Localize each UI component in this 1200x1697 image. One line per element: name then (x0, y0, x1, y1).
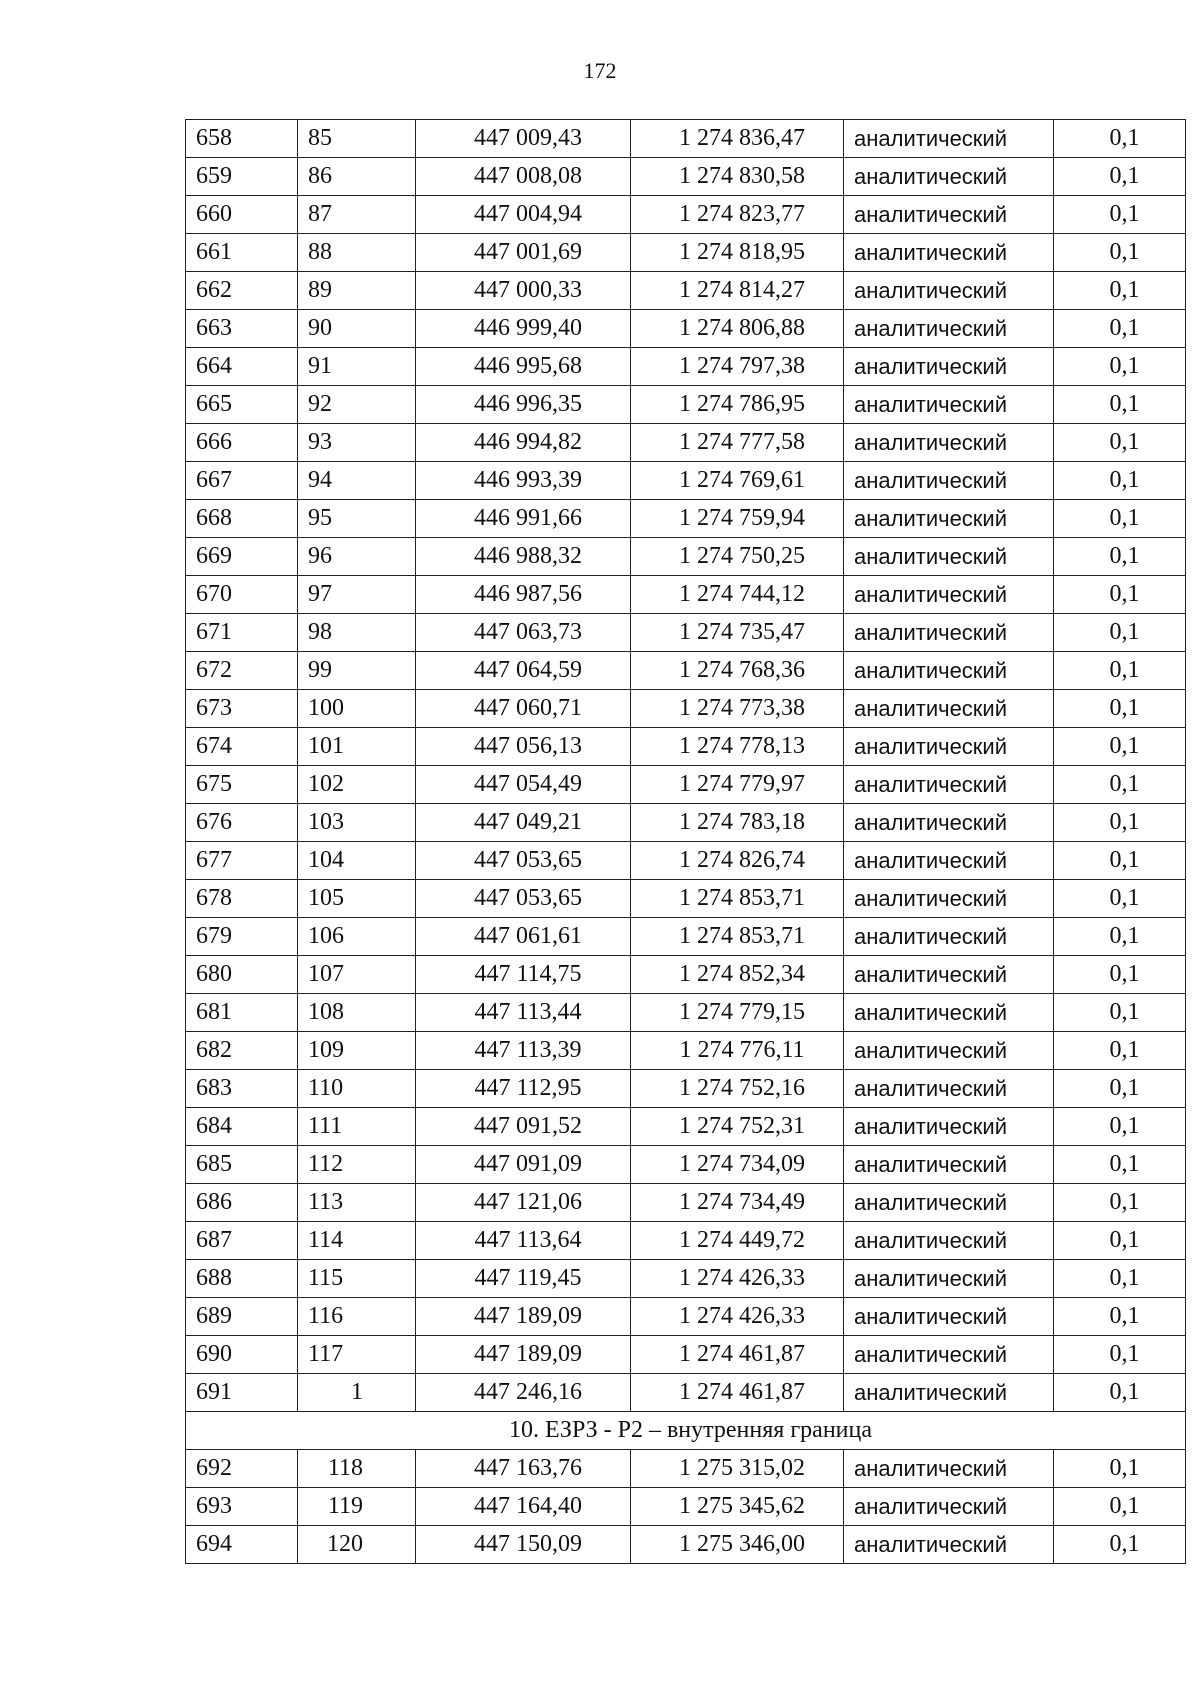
x-coordinate-cell: 447 053,65 (416, 842, 631, 880)
method-cell: аналитический (844, 842, 1054, 880)
table-row (186, 690, 1186, 728)
x-coordinate-cell: 447 113,64 (416, 1222, 631, 1260)
table-row (186, 1450, 1186, 1488)
table-row (186, 310, 1186, 348)
y-coordinate-cell: 1 274 734,49 (631, 1184, 844, 1222)
table-row (186, 348, 1186, 386)
accuracy-cell: 0,1 (1054, 386, 1186, 424)
table-row (186, 728, 1186, 766)
y-coordinate-cell: 1 274 750,25 (631, 538, 844, 576)
table-row (186, 1070, 1186, 1108)
table-row (186, 1184, 1186, 1222)
method-cell: аналитический (844, 158, 1054, 196)
row-number-cell: 692 (186, 1450, 298, 1488)
accuracy-cell: 0,1 (1054, 1488, 1186, 1526)
table-row (186, 1108, 1186, 1146)
x-coordinate-cell: 447 064,59 (416, 652, 631, 690)
method-cell: аналитический (844, 1146, 1054, 1184)
x-coordinate-cell: 446 991,66 (416, 500, 631, 538)
row-number-cell: 660 (186, 196, 298, 234)
point-number-cell: 98 (298, 614, 416, 652)
method-cell: аналитический (844, 766, 1054, 804)
method-cell: аналитический (844, 272, 1054, 310)
row-number-cell: 678 (186, 880, 298, 918)
y-coordinate-cell: 1 274 786,95 (631, 386, 844, 424)
method-cell: аналитический (844, 1450, 1054, 1488)
x-coordinate-cell: 446 993,39 (416, 462, 631, 500)
table-row (186, 918, 1186, 956)
point-number-cell: 108 (298, 994, 416, 1032)
x-coordinate-cell: 447 001,69 (416, 234, 631, 272)
x-coordinate-cell: 447 056,13 (416, 728, 631, 766)
table-row (186, 234, 1186, 272)
row-number-cell: 668 (186, 500, 298, 538)
method-cell: аналитический (844, 1032, 1054, 1070)
x-coordinate-cell: 447 121,06 (416, 1184, 631, 1222)
point-number-cell: 115 (298, 1260, 416, 1298)
x-coordinate-cell: 447 113,39 (416, 1032, 631, 1070)
table-row (186, 842, 1186, 880)
accuracy-cell: 0,1 (1054, 462, 1186, 500)
method-cell: аналитический (844, 348, 1054, 386)
row-number-cell: 687 (186, 1222, 298, 1260)
row-number-cell: 688 (186, 1260, 298, 1298)
x-coordinate-cell: 447 061,61 (416, 918, 631, 956)
point-number-cell: 95 (298, 500, 416, 538)
y-coordinate-cell: 1 274 779,97 (631, 766, 844, 804)
x-coordinate-cell: 447 004,94 (416, 196, 631, 234)
method-cell: аналитический (844, 310, 1054, 348)
table-row (186, 880, 1186, 918)
method-cell: аналитический (844, 994, 1054, 1032)
row-number-cell: 675 (186, 766, 298, 804)
accuracy-cell: 0,1 (1054, 728, 1186, 766)
method-cell: аналитический (844, 1260, 1054, 1298)
x-coordinate-cell: 447 063,73 (416, 614, 631, 652)
y-coordinate-cell: 1 275 346,00 (631, 1526, 844, 1564)
accuracy-cell: 0,1 (1054, 158, 1186, 196)
row-number-cell: 674 (186, 728, 298, 766)
row-number-cell: 670 (186, 576, 298, 614)
y-coordinate-cell: 1 274 752,31 (631, 1108, 844, 1146)
y-coordinate-cell: 1 274 461,87 (631, 1374, 844, 1412)
table-row (186, 1222, 1186, 1260)
accuracy-cell: 0,1 (1054, 120, 1186, 158)
row-number-cell: 664 (186, 348, 298, 386)
y-coordinate-cell: 1 274 853,71 (631, 880, 844, 918)
point-number-cell: 87 (298, 196, 416, 234)
x-coordinate-cell: 447 053,65 (416, 880, 631, 918)
table-row (186, 1374, 1186, 1412)
method-cell: аналитический (844, 1374, 1054, 1412)
accuracy-cell: 0,1 (1054, 1108, 1186, 1146)
method-cell: аналитический (844, 918, 1054, 956)
y-coordinate-cell: 1 274 426,33 (631, 1260, 844, 1298)
table-row (186, 196, 1186, 234)
point-number-cell: 1 (298, 1374, 416, 1412)
table-row (186, 994, 1186, 1032)
method-cell: аналитический (844, 1070, 1054, 1108)
point-number-cell: 88 (298, 234, 416, 272)
point-number-cell: 113 (298, 1184, 416, 1222)
x-coordinate-cell: 447 008,08 (416, 158, 631, 196)
y-coordinate-cell: 1 274 734,09 (631, 1146, 844, 1184)
x-coordinate-cell: 446 995,68 (416, 348, 631, 386)
accuracy-cell: 0,1 (1054, 538, 1186, 576)
method-cell: аналитический (844, 1526, 1054, 1564)
table-row (186, 1032, 1186, 1070)
y-coordinate-cell: 1 274 777,58 (631, 424, 844, 462)
row-number-cell: 669 (186, 538, 298, 576)
y-coordinate-cell: 1 274 768,36 (631, 652, 844, 690)
x-coordinate-cell: 446 988,32 (416, 538, 631, 576)
point-number-cell: 101 (298, 728, 416, 766)
table-row (186, 1298, 1186, 1336)
table-row (186, 614, 1186, 652)
table-row (186, 804, 1186, 842)
method-cell: аналитический (844, 652, 1054, 690)
table-row (186, 576, 1186, 614)
method-cell: аналитический (844, 804, 1054, 842)
y-coordinate-cell: 1 274 830,58 (631, 158, 844, 196)
table-row (186, 500, 1186, 538)
row-number-cell: 691 (186, 1374, 298, 1412)
accuracy-cell: 0,1 (1054, 234, 1186, 272)
table-row (186, 158, 1186, 196)
accuracy-cell: 0,1 (1054, 1222, 1186, 1260)
row-number-cell: 661 (186, 234, 298, 272)
accuracy-cell: 0,1 (1054, 652, 1186, 690)
x-coordinate-cell: 447 246,16 (416, 1374, 631, 1412)
x-coordinate-cell: 447 150,09 (416, 1526, 631, 1564)
point-number-cell: 107 (298, 956, 416, 994)
point-number-cell: 109 (298, 1032, 416, 1070)
x-coordinate-cell: 447 054,49 (416, 766, 631, 804)
table-row (186, 1526, 1186, 1564)
point-number-cell: 110 (298, 1070, 416, 1108)
accuracy-cell: 0,1 (1054, 348, 1186, 386)
y-coordinate-cell: 1 274 853,71 (631, 918, 844, 956)
method-cell: аналитический (844, 1184, 1054, 1222)
y-coordinate-cell: 1 274 818,95 (631, 234, 844, 272)
x-coordinate-cell: 447 049,21 (416, 804, 631, 842)
method-cell: аналитический (844, 424, 1054, 462)
accuracy-cell: 0,1 (1054, 614, 1186, 652)
table-row (186, 1146, 1186, 1184)
table-row (186, 1260, 1186, 1298)
point-number-cell: 92 (298, 386, 416, 424)
y-coordinate-cell: 1 274 759,94 (631, 500, 844, 538)
method-cell: аналитический (844, 538, 1054, 576)
point-number-cell: 105 (298, 880, 416, 918)
y-coordinate-cell: 1 274 797,38 (631, 348, 844, 386)
table-row (186, 1336, 1186, 1374)
row-number-cell: 686 (186, 1184, 298, 1222)
y-coordinate-cell: 1 274 773,38 (631, 690, 844, 728)
point-number-cell: 90 (298, 310, 416, 348)
table-row (186, 120, 1186, 158)
x-coordinate-cell: 446 999,40 (416, 310, 631, 348)
y-coordinate-cell: 1 274 461,87 (631, 1336, 844, 1374)
accuracy-cell: 0,1 (1054, 424, 1186, 462)
row-number-cell: 684 (186, 1108, 298, 1146)
accuracy-cell: 0,1 (1054, 804, 1186, 842)
row-number-cell: 676 (186, 804, 298, 842)
method-cell: аналитический (844, 1488, 1054, 1526)
method-cell: аналитический (844, 690, 1054, 728)
y-coordinate-cell: 1 274 449,72 (631, 1222, 844, 1260)
table-row (186, 386, 1186, 424)
y-coordinate-cell: 1 274 826,74 (631, 842, 844, 880)
point-number-cell: 97 (298, 576, 416, 614)
x-coordinate-cell: 446 996,35 (416, 386, 631, 424)
method-cell: аналитический (844, 728, 1054, 766)
method-cell: аналитический (844, 576, 1054, 614)
row-number-cell: 666 (186, 424, 298, 462)
y-coordinate-cell: 1 274 752,16 (631, 1070, 844, 1108)
row-number-cell: 659 (186, 158, 298, 196)
point-number-cell: 94 (298, 462, 416, 500)
accuracy-cell: 0,1 (1054, 880, 1186, 918)
y-coordinate-cell: 1 274 814,27 (631, 272, 844, 310)
point-number-cell: 89 (298, 272, 416, 310)
accuracy-cell: 0,1 (1054, 576, 1186, 614)
y-coordinate-cell: 1 274 836,47 (631, 120, 844, 158)
row-number-cell: 694 (186, 1526, 298, 1564)
x-coordinate-cell: 447 189,09 (416, 1298, 631, 1336)
row-number-cell: 673 (186, 690, 298, 728)
point-number-cell: 91 (298, 348, 416, 386)
point-number-cell: 104 (298, 842, 416, 880)
point-number-cell: 114 (298, 1222, 416, 1260)
y-coordinate-cell: 1 274 852,34 (631, 956, 844, 994)
point-number-cell: 116 (298, 1298, 416, 1336)
point-number-cell: 118 (298, 1450, 416, 1488)
row-number-cell: 682 (186, 1032, 298, 1070)
row-number-cell: 683 (186, 1070, 298, 1108)
accuracy-cell: 0,1 (1054, 1374, 1186, 1412)
table-row (186, 424, 1186, 462)
x-coordinate-cell: 447 009,43 (416, 120, 631, 158)
accuracy-cell: 0,1 (1054, 766, 1186, 804)
table-row (186, 956, 1186, 994)
section-row (186, 1412, 1186, 1450)
y-coordinate-cell: 1 274 779,15 (631, 994, 844, 1032)
accuracy-cell: 0,1 (1054, 690, 1186, 728)
accuracy-cell: 0,1 (1054, 1260, 1186, 1298)
page-number: 172 (583, 58, 617, 83)
row-number-cell: 662 (186, 272, 298, 310)
y-coordinate-cell: 1 274 783,18 (631, 804, 844, 842)
point-number-cell: 96 (298, 538, 416, 576)
row-number-cell: 672 (186, 652, 298, 690)
row-number-cell: 663 (186, 310, 298, 348)
y-coordinate-cell: 1 274 776,11 (631, 1032, 844, 1070)
y-coordinate-cell: 1 274 806,88 (631, 310, 844, 348)
y-coordinate-cell: 1 274 426,33 (631, 1298, 844, 1336)
row-number-cell: 658 (186, 120, 298, 158)
x-coordinate-cell: 447 091,09 (416, 1146, 631, 1184)
y-coordinate-cell: 1 274 735,47 (631, 614, 844, 652)
accuracy-cell: 0,1 (1054, 1298, 1186, 1336)
x-coordinate-cell: 447 000,33 (416, 272, 631, 310)
y-coordinate-cell: 1 274 823,77 (631, 196, 844, 234)
row-number-cell: 680 (186, 956, 298, 994)
row-number-cell: 685 (186, 1146, 298, 1184)
point-number-cell: 120 (298, 1526, 416, 1564)
method-cell: аналитический (844, 386, 1054, 424)
x-coordinate-cell: 447 119,45 (416, 1260, 631, 1298)
method-cell: аналитический (844, 500, 1054, 538)
x-coordinate-cell: 447 164,40 (416, 1488, 631, 1526)
accuracy-cell: 0,1 (1054, 842, 1186, 880)
method-cell: аналитический (844, 614, 1054, 652)
method-cell: аналитический (844, 120, 1054, 158)
method-cell: аналитический (844, 880, 1054, 918)
method-cell: аналитический (844, 196, 1054, 234)
x-coordinate-cell: 446 994,82 (416, 424, 631, 462)
accuracy-cell: 0,1 (1054, 196, 1186, 234)
accuracy-cell: 0,1 (1054, 1450, 1186, 1488)
accuracy-cell: 0,1 (1054, 1526, 1186, 1564)
accuracy-cell: 0,1 (1054, 272, 1186, 310)
point-number-cell: 100 (298, 690, 416, 728)
row-number-cell: 690 (186, 1336, 298, 1374)
table-row (186, 272, 1186, 310)
method-cell: аналитический (844, 234, 1054, 272)
accuracy-cell: 0,1 (1054, 500, 1186, 538)
point-number-cell: 99 (298, 652, 416, 690)
row-number-cell: 667 (186, 462, 298, 500)
y-coordinate-cell: 1 275 345,62 (631, 1488, 844, 1526)
method-cell: аналитический (844, 1222, 1054, 1260)
table-row (186, 1488, 1186, 1526)
section-title: 10. ЕЗРЗ - Р2 – внутренняя граница (186, 1412, 1186, 1450)
accuracy-cell: 0,1 (1054, 1184, 1186, 1222)
table-row (186, 652, 1186, 690)
row-number-cell: 679 (186, 918, 298, 956)
table-row (186, 766, 1186, 804)
table-row (186, 538, 1186, 576)
point-number-cell: 102 (298, 766, 416, 804)
table-row (186, 462, 1186, 500)
x-coordinate-cell: 447 112,95 (416, 1070, 631, 1108)
x-coordinate-cell: 447 113,44 (416, 994, 631, 1032)
method-cell: аналитический (844, 1108, 1054, 1146)
x-coordinate-cell: 447 163,76 (416, 1450, 631, 1488)
row-number-cell: 689 (186, 1298, 298, 1336)
x-coordinate-cell: 447 060,71 (416, 690, 631, 728)
x-coordinate-cell: 446 987,56 (416, 576, 631, 614)
row-number-cell: 681 (186, 994, 298, 1032)
point-number-cell: 103 (298, 804, 416, 842)
row-number-cell: 665 (186, 386, 298, 424)
accuracy-cell: 0,1 (1054, 956, 1186, 994)
method-cell: аналитический (844, 1336, 1054, 1374)
x-coordinate-cell: 447 189,09 (416, 1336, 631, 1374)
point-number-cell: 106 (298, 918, 416, 956)
x-coordinate-cell: 447 091,52 (416, 1108, 631, 1146)
x-coordinate-cell: 447 114,75 (416, 956, 631, 994)
accuracy-cell: 0,1 (1054, 994, 1186, 1032)
method-cell: аналитический (844, 956, 1054, 994)
accuracy-cell: 0,1 (1054, 1336, 1186, 1374)
row-number-cell: 671 (186, 614, 298, 652)
point-number-cell: 86 (298, 158, 416, 196)
point-number-cell: 119 (298, 1488, 416, 1526)
y-coordinate-cell: 1 274 769,61 (631, 462, 844, 500)
y-coordinate-cell: 1 274 778,13 (631, 728, 844, 766)
accuracy-cell: 0,1 (1054, 1146, 1186, 1184)
point-number-cell: 85 (298, 120, 416, 158)
accuracy-cell: 0,1 (1054, 1070, 1186, 1108)
y-coordinate-cell: 1 274 744,12 (631, 576, 844, 614)
point-number-cell: 117 (298, 1336, 416, 1374)
accuracy-cell: 0,1 (1054, 918, 1186, 956)
accuracy-cell: 0,1 (1054, 310, 1186, 348)
coordinates-table (185, 119, 1186, 1564)
accuracy-cell: 0,1 (1054, 1032, 1186, 1070)
point-number-cell: 93 (298, 424, 416, 462)
method-cell: аналитический (844, 462, 1054, 500)
y-coordinate-cell: 1 275 315,02 (631, 1450, 844, 1488)
row-number-cell: 693 (186, 1488, 298, 1526)
point-number-cell: 111 (298, 1108, 416, 1146)
method-cell: аналитический (844, 1298, 1054, 1336)
row-number-cell: 677 (186, 842, 298, 880)
point-number-cell: 112 (298, 1146, 416, 1184)
